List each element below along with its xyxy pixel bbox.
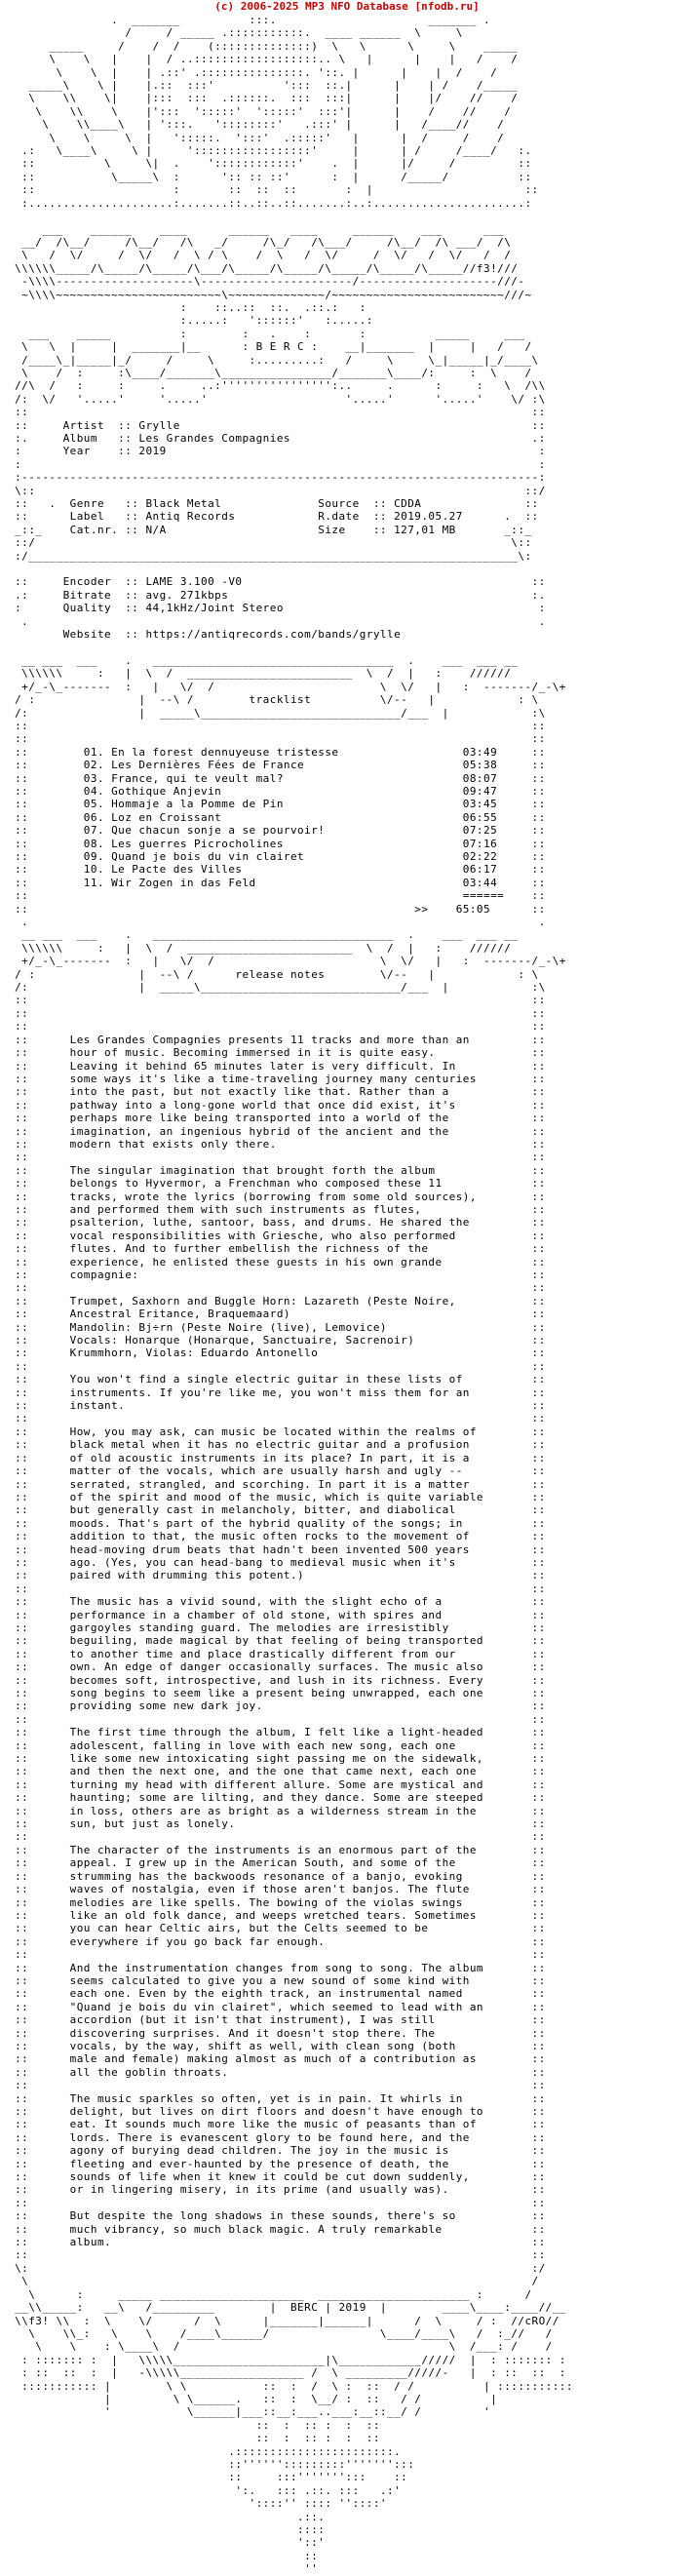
nfo-line: :: :: (8, 1712, 546, 1726)
nfo-line: :: : :: : : :: (8, 2418, 380, 2432)
nfo-line: :: 11. Wir Zogen in das Feld 03:44 :: (8, 876, 546, 889)
nfo-line: :: :: (8, 1006, 546, 1020)
nfo-line: :: :: (8, 1281, 546, 1295)
nfo-line: :: black metal when it has no electric guitar and a profusion :: (8, 1438, 546, 1452)
nfo-line: :: Encoder :: LAME 3.100 -V0 :: (8, 575, 546, 589)
nfo-line: :: each one. Even by the eighth track, an instrumental named :: (8, 1987, 546, 2001)
nfo-line: \ \ : \____\ / \ /___: / / (8, 2340, 553, 2354)
nfo-line: . . (8, 614, 546, 628)
nfo-line: :: 07. Que chacun sonje a se pourvoir! 07:25 :: (8, 824, 546, 838)
nfo-line: . _______ :::. _______ . (8, 14, 491, 26)
nfo-line: :: Trumpet, Saxhorn and Buggle Horn: Lazareth (Peste Noire, :: (8, 1294, 546, 1308)
nfo-line: :: into the past, but not exactly like that. Rather than a :: (8, 1085, 546, 1099)
nfo-line: :: :::'''''''::: :: (8, 2471, 408, 2484)
nfo-line: :: waves of nostalgia, even if those aren't banjos. The flute :: (8, 1883, 546, 1896)
nfo-line: \ \ \ | ':::::. ':::' .:::::' | | / / / (8, 131, 505, 144)
nfo-line: :: male and female) making almost as much of a contribution as :: (8, 2052, 546, 2066)
nfo-line: /: | _____\_____________________________/___ | :\ (8, 981, 546, 995)
nfo-line: :: :: (8, 1151, 546, 1164)
nfo-line: :: of the spirit and mood of the music, which is quite variable :: (8, 1490, 546, 1503)
nfo-line: ::'''''':::::::::'''''''::: (8, 2457, 415, 2471)
nfo-line: . . (8, 916, 546, 929)
nfo-line: :.....: '::::::' :.....: (8, 314, 373, 328)
nfo-line: ':. ::: .::. ::: .:' (8, 2483, 402, 2497)
nfo-line: :: Ancestral Eritance, Braquemaard) :: (8, 1308, 546, 1321)
nfo-line: ' \______|___::__:___..___:__::__/ / ' (8, 2405, 491, 2419)
nfo-line: :: and then the next one, and the one that came next, each one :: (8, 1765, 546, 1778)
nfo-line: :: like an old folk dance, and weeps wretched tears. Sometimes :: (8, 1908, 546, 1922)
nfo-line: :::: (8, 2523, 326, 2536)
nfo-line: /: | _____\_____________________________/___ | :\ (8, 706, 546, 720)
nfo-line: :: turning my head with different allure. Some are mystical and :: (8, 1777, 546, 1791)
nfo-line: :: experience, he enlisted these guests in his own grande :: (8, 1255, 546, 1268)
nfo-line: '' (8, 2562, 319, 2576)
nfo-line: :: :: (8, 2248, 546, 2262)
nfo-line: :: :: (8, 1830, 546, 1844)
nfo-line: :: instant. :: (8, 1399, 546, 1413)
nfo-line: : : (8, 457, 546, 471)
nfo-line: __ ___ ___ . ___________________________________ . ___ ___ __ (8, 653, 519, 667)
nfo-line: :: discovering surprises. And it doesn't stop there. The :: (8, 2026, 546, 2040)
nfo-line: :: :: (8, 994, 546, 1007)
nfo-line: :: lords. There is evanescent glory to be found here, and the :: (8, 2130, 546, 2144)
nfo-line: :: :: (8, 1581, 546, 1595)
nfo-line: :: addition to that, the music often rocks to the movement of :: (8, 1530, 546, 1543)
nfo-document (0, 14, 694, 2576)
nfo-line: :: song begins to seem like a present being unwrapped, each one :: (8, 1687, 546, 1699)
copyright-header (0, 0, 694, 14)
nfo-line: :: vocals, by the way, shift as well, with clean song (both :: (8, 2039, 546, 2052)
nfo-line: :: album. :: (8, 2236, 546, 2249)
nfo-line: :: Les Grandes Compagnies presents 11 tracks and more than an :: (8, 1033, 546, 1046)
nfo-line: :.....................:.......::..::..::.......:..:......................: (8, 196, 532, 210)
nfo-line: :: The music sparkles so often, yet is in pain. It whirls in :: (8, 2091, 546, 2105)
nfo-line: :: Artist :: Grylle :: (8, 418, 546, 432)
nfo-line: :: delight, but lives on dirt floors and doesn't have enough to :: (8, 2105, 546, 2118)
nfo-line: \ \\____\ | ':::. '::::::::' .:::' | | /____// / (8, 118, 505, 132)
nfo-line: : Year :: 2019 : (8, 445, 546, 458)
nfo-line: :: beguiling, made magical by that feeling of being transported :: (8, 1634, 546, 1648)
nfo-line: :: you can hear Celtic airs, but the Celts seemed to be :: (8, 1922, 546, 1935)
nfo-line: :: 01. En la forest dennuyeuse tristesse 03:49 :: (8, 745, 546, 759)
nfo-line: :: "Quand je bois du vin clairet", which seemed to lead with an :: (8, 2000, 546, 2013)
nfo-line: __\\_____: __\ /_________ | BERC | 2019 | ____\____:____//__ (8, 2301, 566, 2315)
nfo-line: / : | --\ / release notes \/-- | : \ (8, 967, 539, 981)
nfo-line: / : | --\ / tracklist \/-- | : \ (8, 693, 539, 707)
nfo-line: __ ___ ___ . ___________________________________ . ___ ___ __ (8, 928, 519, 942)
nfo-line: :: \_____\ : ':: :: ::' : | /_____/ :: (8, 170, 532, 183)
nfo-line: \ / \/ / \/ / \ / \ / \ / \/ / \/ / \/ / / (8, 249, 512, 262)
nfo-line: :: 02. Les Dernières Fées de France 05:38 :: (8, 759, 546, 772)
nfo-line: :: The singular imagination that brought forth the album :: (8, 1163, 546, 1177)
nfo-line: :: compagnie: :: (8, 1268, 546, 1281)
nfo-line: \:: ::/ (8, 484, 546, 497)
nfo-line: \ \\ \| |::: ::: .::::::. ::: :::| | |/ // / (8, 92, 519, 105)
nfo-line: :: : :: :: :: : | :: (8, 183, 539, 197)
nfo-line: ::/ \:: (8, 536, 532, 550)
nfo-line: _____ / / / (::::::::::::::) \ \ \ \ _____ (8, 39, 519, 53)
nfo-line: :: Vocals: Honarque (Honarque, Sanctuaire, Sacrenoir) :: (8, 1334, 546, 1347)
nfo-line: :: own. An edge of danger occasionally surfaces. The music also :: (8, 1660, 546, 1674)
nfo-line: \ \\_: \ \ /____\______/ \____/____\ / :_// / (8, 2326, 553, 2340)
nfo-line: :: haunting; some are lilting, and they dance. Some are steeped :: (8, 1791, 546, 1805)
nfo-line: //\ / : : . ..:'''''''''''''''':.. . : : \ /\\ (8, 379, 546, 393)
nfo-line: :: vocal responsibilities with Griesche, who also performed :: (8, 1229, 546, 1242)
nfo-line: :: Label :: Antiq Records R.date :: 2019.05.27 . :: (8, 510, 539, 524)
nfo-line: .: Bitrate :: avg. 271kbps :. (8, 588, 546, 602)
nfo-line: .::. (8, 2510, 326, 2523)
nfo-line: :: everywhere if you go back far enough. :: (8, 1934, 546, 1948)
nfo-line: :: moods. That's part of the hybrid quality of the songs; in :: (8, 1516, 546, 1530)
nfo-line: :: 03. France, qui te veult mal? 08:07 :: (8, 771, 546, 785)
nfo-line: \: :/ (8, 2261, 546, 2275)
nfo-line: :: hour of music. Becoming immersed in it is quite easy. :: (8, 1046, 546, 1060)
nfo-line: \\\\\\ : | \ / ________________________ \ / | : ////// (8, 941, 512, 955)
nfo-line: :: 08. Les guerres Picrocholines 07:16 :: (8, 837, 546, 850)
nfo-line: :: fleeting and ever-haunted by the presence of death, the :: (8, 2157, 546, 2170)
nfo-line: /: \/ '.....' '.....' '.....' '.....' \/ :\ (8, 392, 546, 406)
nfo-line: :: >> 65:05 :: (8, 902, 546, 916)
nfo-line: :: paired with drumming this potent.) :: (8, 1569, 546, 1582)
nfo-line: :: :: (8, 1359, 546, 1373)
nfo-line: :: performance in a chamber of old stone, with spires and :: (8, 1608, 546, 1621)
nfo-line: :: How, you may ask, can music be located within the realms of :: (8, 1425, 546, 1438)
nfo-line: :: perhaps more like being transported into a world of the :: (8, 1112, 546, 1125)
nfo-line: :: accordion (but it isn't that instrument), I was still :: (8, 2013, 546, 2027)
nfo-line: : Quality :: 44,1kHz/Joint Stereo : (8, 602, 546, 615)
nfo-line: .: \____\ \ | ':::::::::::::::::' | | / /____/ :. (8, 144, 532, 158)
nfo-line: :: sounds of life when it knew it could be cut down suddenly, :: (8, 2170, 546, 2184)
nfo-line: ~\\\\~~~~~~~~~~~~~~~~~~~~~~~~\~~~~~~~~~~~~~~/~~~~~~~~~~~~~~~~~~~~~~~~~///~ (8, 288, 532, 301)
nfo-line: :: and performed them with such instruments as flutes, :: (8, 1202, 546, 1216)
nfo-line: :: \ \| . '::::::::::::' . | |/ / :: (8, 157, 532, 171)
nfo-line: :: head-moving drum beats that hadn't been invented 500 years :: (8, 1542, 546, 1556)
nfo-text-block (0, 14, 694, 2576)
nfo-line: :: The character of the instruments is an enormous part of the :: (8, 1843, 546, 1856)
nfo-line: :: like some new intoxicating sight passing me on the sidewalk, :: (8, 1752, 546, 1766)
nfo-line: :: 06. Loz en Croissant 06:55 :: (8, 810, 546, 824)
nfo-line: ___ ______ ____ ______ ____ ______ ___ ___ (8, 222, 505, 236)
nfo-line: :: 09. Quand je bois du vin clairet 02:22 :: (8, 850, 546, 863)
nfo-line: -\\\\--------------------\----------------------/--------------------///- (8, 275, 525, 289)
nfo-line: :: sun, but just as lonely. :: (8, 1817, 546, 1831)
nfo-line: \ \ | | _______|__ : B E R C : __|_______ | | / / (8, 340, 532, 354)
nfo-line: :: adolescent, falling in love with each new song, each one :: (8, 1738, 546, 1752)
nfo-line: :: some ways it's like a time-traveling journey many centuries :: (8, 1072, 546, 1085)
nfo-line: :: of old acoustic instruments in its place? In part, it is a :: (8, 1451, 546, 1464)
nfo-line: :: strumming has the backwoods resonance of a banjo, evoking :: (8, 1869, 546, 1883)
nfo-line: :: :: (8, 1412, 546, 1425)
nfo-line: : ::::::: : | \\\\\______________________|\____________///// | : ::::::: : (8, 2353, 566, 2366)
nfo-line: : :: :: : | -\\\\\__________________ / \ _________/////- | : :: :: : (8, 2366, 566, 2380)
nfo-line: / / _____ .:::::::::::. ____ ______ \ \ (8, 26, 463, 40)
nfo-line: :: tracks, wrote the lyrics (borrowing from some old sources), :: (8, 1190, 546, 1203)
nfo-line: :: 05. Hommaje a la Pomme de Pin 03:45 :: (8, 798, 546, 811)
nfo-line: :: Leaving it behind 65 minutes later is very difficult. In :: (8, 1059, 546, 1073)
nfo-line: :: :: (8, 732, 546, 746)
nfo-line: :: Mandolin: Bj÷rn (Peste Noire (live), Lemovice) :: (8, 1320, 546, 1334)
nfo-line: :: agony of burying dead children. The joy in the music is :: (8, 2144, 546, 2158)
nfo-line: :: providing some new dark joy. :: (8, 1699, 546, 1713)
nfo-line: :: serrated, strangled, and scorching. In part it is a matter :: (8, 1477, 546, 1491)
nfo-line: \ / : :\____/_______\________________/_______\____/: : \ / (8, 366, 532, 379)
nfo-line: :: instruments. If you're like me, you won't miss them for an :: (8, 1386, 546, 1399)
nfo-line: \\\\\\_____/\_____/\_____/\___/\_____/\_____/\_____/\_____/\_____//f3!/// (8, 261, 519, 275)
nfo-line: :: becomes soft, introspective, and lush in its richness. Every :: (8, 1673, 546, 1687)
nfo-line: \ \ | | .::' .:::::::::::::::. '::. | | | / / (8, 65, 498, 79)
nfo-line: :: 10. Le Pacte des Villes 06:17 :: (8, 863, 546, 877)
nfo-line: :: in loss, others are as bright as a wilderness stream in the :: (8, 1804, 546, 1817)
nfo-line: ___ _____ : : . : : _____ ___ (8, 327, 525, 340)
nfo-line: :: imagination, an ingenious hybrid of the ancient and the :: (8, 1124, 546, 1138)
nfo-line: :. Album :: Les Grandes Compagnies .: (8, 432, 546, 445)
nfo-line: :: The music has a vivid sound, with the slight echo of a :: (8, 1595, 546, 1609)
nfo-line: _::_ Cat.nr. :: N/A Size :: 127,01 MB _::_ (8, 523, 532, 536)
nfo-line: :: :: (8, 1948, 546, 1962)
copyright-text: (c) 2006-2025 MP3 NFO Database [nfodb.ru] (214, 0, 480, 13)
nfo-line: /____\_|_____|_/ / \ :.........: / \ \_|_____|_/____\ (8, 353, 539, 367)
nfo-line: __/ /\__/ /\__/ /\ _/ /\_/ /\___/ /\__/ /\ ___/ /\ (8, 235, 512, 249)
nfo-line: :: psalterion, luthe, santoor, bass, and drums. He shared the :: (8, 1216, 546, 1229)
nfo-line: \ \ | | / ..::::::::::::::::::.. \ | | | / / (8, 53, 519, 66)
nfo-line: | \ \______. :: : \__/ : :: / / | (8, 2392, 498, 2405)
nfo-line: :: or in lingering misery, in its prime (and usually was). :: (8, 2183, 546, 2197)
nfo-line: :: much vibrancy, so much black magic. A truly remarkable :: (8, 2222, 546, 2236)
nfo-line: \\f3! \\ : \ \/ / \ |_______|______| / \ / : //cRO// (8, 2314, 559, 2327)
nfo-line: _____\ \ | |.:: :::' '::: ::.| | | / /_____ (8, 79, 519, 93)
nfo-line: \ : _____ _____________________ ______________________ : / (8, 2287, 532, 2301)
nfo-line: :: matter of the vocals, which are usually harsh and ugly -- :: (8, 1464, 546, 1478)
nfo-line: \\\\\\ : | \ / ________________________ \ / | : ////// (8, 667, 512, 681)
nfo-line: :/_______________________________________________________________________\: (8, 549, 532, 563)
nfo-line: :: appeal. I grew up in the American South, and some of the :: (8, 1856, 546, 1870)
nfo-line: ::::::::::: | \ \ :: : / \ : :: / / | ::::::::::: (8, 2379, 573, 2393)
nfo-line: :: :: (8, 1020, 546, 1034)
nfo-line: '::::'' :::: ''::::' (8, 2497, 387, 2511)
nfo-line: :: But despite the long shadows in these sounds, there's so :: (8, 2209, 546, 2223)
nfo-line: :: ====== :: (8, 889, 546, 903)
nfo-line: :: ago. (Yes, you can head-bang to medieval music when it's :: (8, 1555, 546, 1569)
nfo-line: :: gargoyles standing guard. The melodies are irresistibly :: (8, 1620, 546, 1634)
nfo-line: :: Krummhorn, Violas: Eduardo Antonello :: (8, 1347, 546, 1360)
nfo-line: :: pathway into a long-gone world that once did exist, it's :: (8, 1098, 546, 1112)
nfo-line: :: : :: : : :: (8, 2432, 380, 2445)
nfo-line: :: And the instrumentation changes from song to song. The album :: (8, 1961, 546, 1974)
nfo-line: :: seems calculated to give you a new sound of some kind with :: (8, 1973, 546, 1987)
nfo-line: :: :: (8, 2079, 546, 2092)
nfo-line: :: flutes. And to further embellish the richness of the :: (8, 1242, 546, 1256)
nfo-line: +/_-\_------- : | \/ / \ \/ | : -------/_-\+ (8, 955, 566, 968)
nfo-line: :: :: (8, 2196, 546, 2209)
nfo-line: :: all the goblin throats. :: (8, 2065, 546, 2079)
nfo-line: \ \\ \ |'::: ':::::' ':::::' :::'| | / // / (8, 104, 512, 118)
nfo-line: :: (8, 2549, 319, 2562)
nfo-line: :: :: (8, 719, 546, 732)
nfo-line: :: The first time through the album, I felt like a light-headed :: (8, 1726, 546, 1739)
nfo-line: +/_-\_------- : | \/ / \ \/ | : -------/_-\+ (8, 680, 566, 693)
nfo-line: : ::..:: ::. .::.: : (8, 300, 366, 314)
nfo-line: Website :: https://antiqrecords.com/bands/grylle (8, 628, 402, 642)
nfo-line: :: modern that exists only there. :: (8, 1137, 546, 1151)
nfo-line: :: :: (8, 406, 546, 419)
nfo-line: :---------------------------------------------------------------------------: (8, 471, 546, 485)
nfo-line: :: 04. Gothique Anjevin 09:47 :: (8, 784, 546, 798)
nfo-line: :: belongs to Hyvermor, a Frenchman who composed these 11 :: (8, 1177, 546, 1190)
nfo-line: :: . Genre :: Black Metal Source :: CDDA :: (8, 497, 539, 511)
nfo-line: :: melodies are like spells. The bowing of the violas swings :: (8, 1895, 546, 1909)
nfo-line: :: but generally cast in melancholy, bitter, and diabolical :: (8, 1503, 546, 1517)
nfo-line: '::' (8, 2536, 326, 2550)
nfo-line: :: eat. It sounds much more like the music of peasants than of :: (8, 2118, 546, 2131)
nfo-line: .:::::::::::::::::::::::. (8, 2444, 402, 2458)
nfo-line: :: You won't find a single electric guitar in these lists of :: (8, 1373, 546, 1386)
nfo-line: \ / (8, 2275, 539, 2288)
nfo-line: :: to another time and place drastically different from our :: (8, 1647, 546, 1660)
